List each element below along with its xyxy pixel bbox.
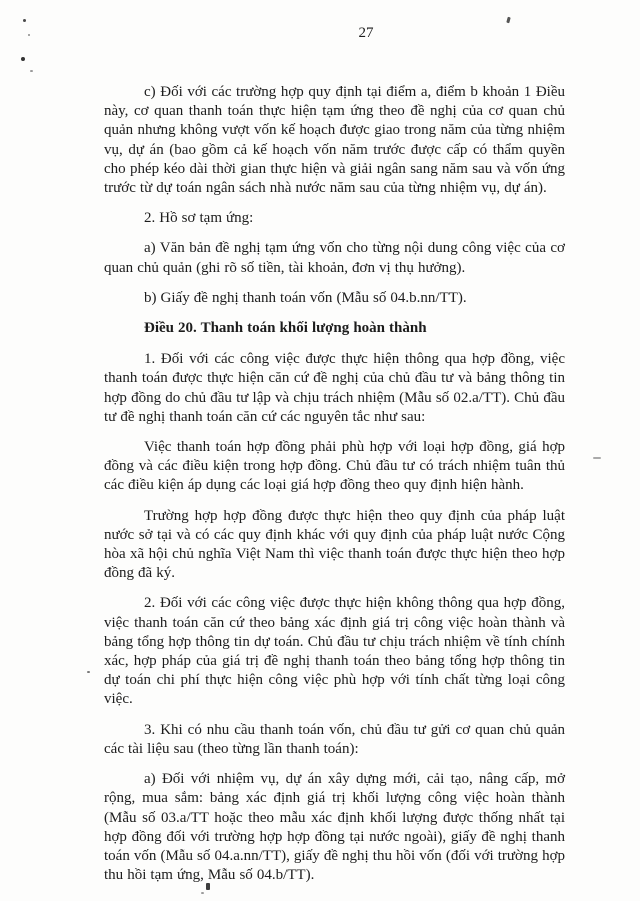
- paragraph-a-van-ban-de-nghi: a) Văn bản đề nghị tạm ứng vốn cho từng nội dung công việc của cơ quan chủ quản (ghi rõ số tiền, tài khoản, đơn vị thụ hưởng).: [104, 240, 565, 276]
- paragraph-3-nhu-cau-thanh-toan: 3. Khi có nhu cầu thanh toán vốn, chủ đầu tư gửi cơ quan chủ quản các tài liệu sau (theo từng lần thanh toán):: [104, 721, 565, 757]
- scan-speck: [87, 671, 90, 673]
- heading-dieu-20: Điều 20. Thanh toán khối lượng hoàn thành: [144, 320, 427, 337]
- scan-speck: [201, 892, 204, 894]
- scan-speck: [21, 57, 25, 61]
- page-number-value: 27: [358, 25, 374, 41]
- scan-speck: [28, 34, 30, 36]
- scan-speck: [23, 19, 26, 22]
- paragraph-1-doi-voi-hop-dong: 1. Đối với các công việc được thực hiện thông qua hợp đồng, việc thanh toán được thực hiện căn cứ đề nghị của chủ đầu tư và bảng thông tin hợp đồng do chủ đầu tư lập và chịu trách nhiệm (Mẫu số 02.a/TT). Chủ đầu tư đề nghị thanh toán căn cứ các nguyên tắc như sau:: [104, 351, 565, 425]
- page-number: [46, 0, 640, 43]
- paragraph-truong-hop-hop-dong: Trường hợp hợp đồng được thực hiện theo quy định của pháp luật nước sở tại và có các quy định khác với quy định của pháp luật nước Cộng hòa xã hội chủ nghĩa Việt Nam thì việc thanh toán được thực hiện theo hợp đồng đã ký.: [104, 507, 565, 582]
- document-body: [0, 83, 640, 885]
- paragraph-b-giay-de-nghi: b) Giấy đề nghị thanh toán vốn (Mẫu số 04.b.nn/TT).: [144, 289, 467, 306]
- paragraph-a-nhiem-vu-du-an: a) Đối với nhiệm vụ, dự án xây dựng mới, cải tạo, nâng cấp, mở rộng, mua sắm: bảng xác định giá trị khối lượng công việc hoàn thành (Mẫu số 03.a/TT hoặc theo mẫu xác định khối lượng được thống nhất tại hợp đồng đối với trường hợp hợp đồng tại nước ngoài), giấy đề nghị thanh toán vốn (Mẫu số 04.a.nn/TT), giấy đề nghị thu hồi vốn (đối với trường hợp thu hồi tạm ứng, Mẫu số 04.b/TT).: [104, 771, 565, 884]
- paragraph-viec-thanh-toan: Việc thanh toán hợp đồng phải phù hợp với loại hợp đồng, giá hợp đồng và các điều kiện trong hợp đồng. Chủ đầu tư có trách nhiệm tuân thủ các điều kiện áp dụng các loại giá hợp đồng theo quy định hiện hành.: [104, 439, 565, 494]
- paragraph-2-khong-thong-qua: 2. Đối với các công việc được thực hiện không thông qua hợp đồng, việc thanh toán căn cứ theo bảng xác định giá trị công việc hoàn thành và bảng tổng hợp thông tin dự toán. Chủ đầu tư chịu trách nhiệm về tính chính xác, hợp pháp của giá trị đề nghị thanh toán theo bảng tổng hợp thông tin dự toán chi phí thực hiện công việc phù hợp với tính chất từng loại công việc.: [104, 595, 565, 708]
- paragraph-2-ho-so-tam-ung: 2. Hồ sơ tạm ứng:: [144, 210, 254, 227]
- scan-speck: [593, 457, 601, 459]
- scan-speck: [30, 70, 33, 72]
- scan-speck: [206, 883, 210, 890]
- paragraph-point-c-tam-ung: c) Đối với các trường hợp quy định tại điểm a, điểm b khoản 1 Điều này, cơ quan thanh toán thực hiện tạm ứng theo đề nghị của cơ quan chủ quản nhưng không vượt vốn kế hoạch được giao trong năm của từng nhiệm vụ, dự án (bao gồm cả kế hoạch vốn năm trước được cấp có thẩm quyền cho phép kéo dài thời gian thực hiện và giải ngân sang năm sau và vốn ứng trước từ dự toán ngân sách nhà nước năm sau của từng nhiệm vụ, dự án).: [104, 84, 565, 197]
